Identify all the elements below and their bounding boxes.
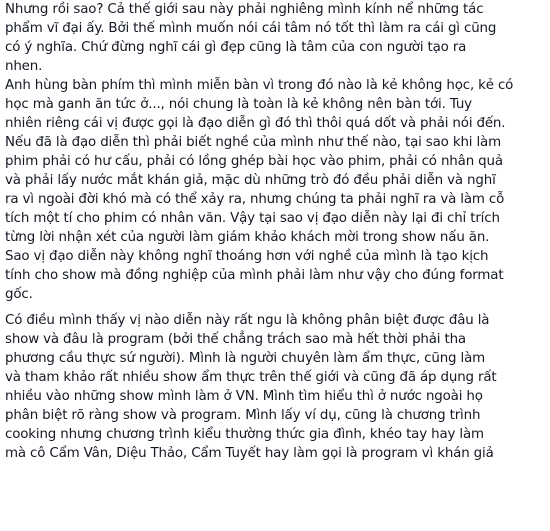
text-line: gốc. xyxy=(5,287,33,302)
text-line: Nếu đã là đạo diễn thì phải biết nghề của mình như thế nào, tại sao khi làm xyxy=(5,135,501,150)
text-line: nhiên riêng cái vị được gọi là đạo diễn gì đó thì thôi quá dốt và phải nói đến. xyxy=(5,116,506,131)
paragraph-1 xyxy=(5,0,547,304)
text-line: cooking nhưng chương trình kiểu thường thức gia đình, khéo tay hay làm xyxy=(5,427,484,442)
text-line: nhiều vào những show mình làm ở VN. Mình tìm hiểu thì ở nước ngoài họ xyxy=(5,389,483,404)
text-line: phim phải có hư cấu, phải có lồng ghép bài học vào phim, phải có nhân quả xyxy=(5,154,503,169)
text-line: nhen. xyxy=(5,59,43,74)
text-line: phương cầu thực sứ người). Mình là người chuyên làm ẩm thực, cũng làm xyxy=(5,351,486,366)
text-line: ra vì ngoài đời khó mà có thể xảy ra, nhưng chúng ta phải nghĩ ra và làm cỗ xyxy=(5,192,505,207)
text-line: mà cô Cẩm Vân, Diệu Thảo, Cẩm Tuyết hay làm gọi là program vì khán giả xyxy=(5,446,494,461)
text-line: Anh hùng bàn phím thì mình miễn bàn vì trong đó nào là kẻ không học, kẻ có xyxy=(5,78,514,93)
text-line: show và đâu là program (bởi thế chẳng trách sao mà hết thời phải tha xyxy=(5,332,466,347)
text-line: Có điều mình thấy vị nào diễn này rất ngu là không phân biệt được đâu là xyxy=(5,313,490,328)
text-line: và tham khảo rất nhiều show ẩm thực trên thế giới và cũng đã áp dụng rất xyxy=(5,370,497,385)
text-line: tính cho show mà đồng nghiệp của mình phải làm như vậy cho đúng format xyxy=(5,268,504,283)
text-line: phân biệt rõ ràng show và program. Mình lấy ví dụ, cũng là chương trình xyxy=(5,408,481,423)
text-line: phẩm vĩ đại ấy. Bởi thế mình muốn nói cái tâm nó tốt thì làm ra cái gì cũng xyxy=(5,21,497,36)
text-line: học mà ganh ăn tức ở..., nói chung là toàn là kẻ không nên bàn tới. Tuy xyxy=(5,97,472,112)
text-line: Nhưng rồi sao? Cả thế giới sau này phải nghiêng mình kính nể những tác xyxy=(5,2,484,17)
text-line: từng lời nhận xét của người làm giám khảo khách mời trong show nấu ăn. xyxy=(5,230,490,245)
paragraph-gap xyxy=(5,304,547,311)
text-line: và phải lấy nước mắt khán giả, mặc dù những trò đó đều phải diễn và nghĩ xyxy=(5,173,496,188)
text-line: Sao vị đạo diễn này không nghĩ thoáng hơn với nghề của mình là tạo kịch xyxy=(5,249,489,264)
post-text xyxy=(5,0,547,463)
text-line: tích một tí cho phim có nhân văn. Vậy tại sao vị đạo diễn này lại đi chỉ trích xyxy=(5,211,500,226)
text-line: có ý nghĩa. Chứ đừng nghĩ cái gì đẹp cũng là tâm của con người tạo ra xyxy=(5,40,467,55)
paragraph-2 xyxy=(5,311,547,463)
